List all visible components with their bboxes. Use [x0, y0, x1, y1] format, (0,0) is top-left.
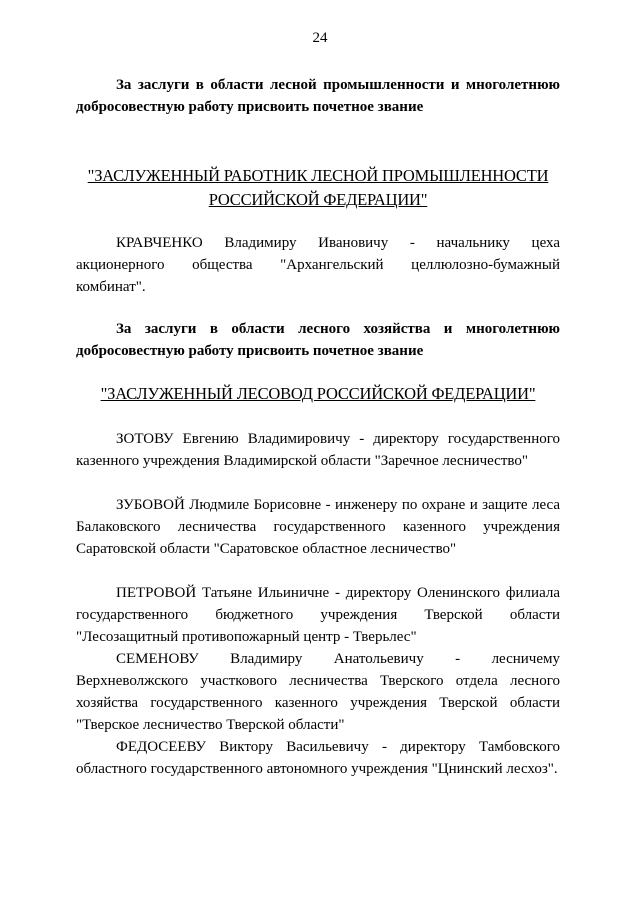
page-number: 24: [312, 30, 328, 46]
section-1-intro: За заслуги в области лесной промышленности и многолетнюю добросовестную работу присвоить почетное звание: [76, 77, 560, 115]
awardee-petrova: ПЕТРОВОЙ Татьяне Ильиничне - директору Оленинского филиала государственного бюджетного учреждения Тверской области "Лесозащитный противопожарный центр - Тверьлес": [76, 585, 560, 645]
awardee-semenov: СЕМЕНОВУ Владимиру Анатольевичу - лесничему Верхневолжского участкового лесничества Тверского отдела лесного хозяйства государственного казенного учреждения Тверской области "Тверское лесничество Тверской области": [76, 651, 560, 733]
section-2-title: "ЗАСЛУЖЕННЫЙ ЛЕСОВОД РОССИЙСКОЙ ФЕДЕРАЦИИ": [100, 384, 536, 403]
awardee-kravchenko: КРАВЧЕНКО Владимиру Ивановичу - начальнику цеха акционерного общества "Архангельский целлюлозно-бумажный комбинат".: [76, 235, 560, 295]
awardee-fedoseev: ФЕДОСЕЕВУ Виктору Васильевичу - директору Тамбовского областного государственного автономного учреждения "Цнинский лесхоз".: [76, 739, 560, 777]
awardee-zubova: ЗУБОВОЙ Людмиле Борисовне - инженеру по охране и защите леса Балаковского лесничества государственного казенного учреждения Саратовской области "Саратовское областное лесничество": [76, 497, 560, 557]
awardee-zotov: ЗОТОВУ Евгению Владимировичу - директору государственного казенного учреждения Владимирской области "Заречное лесничество": [76, 431, 560, 469]
section-1-title: "ЗАСЛУЖЕННЫЙ РАБОТНИК ЛЕСНОЙ ПРОМЫШЛЕННОСТИ РОССИЙСКОЙ ФЕДЕРАЦИИ": [87, 166, 549, 209]
section-2-intro: За заслуги в области лесного хозяйства и многолетнюю добросовестную работу присвоить почетное звание: [76, 321, 560, 359]
